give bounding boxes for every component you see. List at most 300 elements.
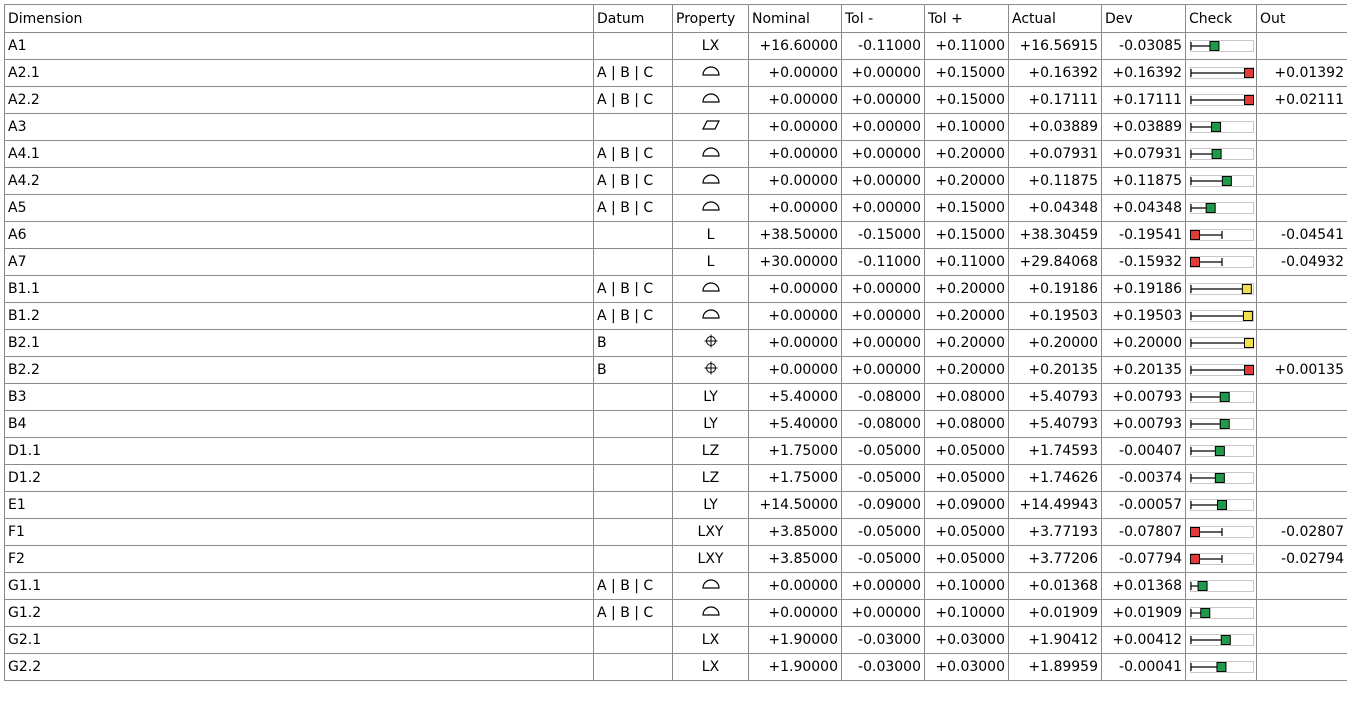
table-row[interactable] xyxy=(5,87,1347,114)
nominal-cell: +0.00000 xyxy=(749,114,842,141)
property-cell: LX xyxy=(673,33,749,60)
out-cell xyxy=(1257,141,1347,168)
nominal-cell: +5.40000 xyxy=(749,411,842,438)
tol-minus-cell: -0.05000 xyxy=(842,465,925,492)
check-cell xyxy=(1186,60,1257,87)
out-cell: -0.02794 xyxy=(1257,546,1347,573)
actual-cell: +14.49943 xyxy=(1009,492,1102,519)
check-gauge xyxy=(1190,552,1254,566)
table-row[interactable] xyxy=(5,330,1347,357)
actual-cell: +1.74626 xyxy=(1009,465,1102,492)
property-cell: LY xyxy=(673,384,749,411)
tol-minus-cell: -0.05000 xyxy=(842,519,925,546)
check-cell xyxy=(1186,249,1257,276)
dev-cell: +0.01368 xyxy=(1102,573,1186,600)
actual-cell: +0.03889 xyxy=(1009,114,1102,141)
profile-of-surface-icon xyxy=(701,92,721,108)
dimension-cell: A2.1 xyxy=(5,60,594,87)
table-row[interactable] xyxy=(5,654,1347,681)
tol-plus-cell: +0.05000 xyxy=(925,438,1009,465)
nominal-cell: +0.00000 xyxy=(749,87,842,114)
tol-minus-cell: -0.03000 xyxy=(842,654,925,681)
gauge-marker xyxy=(1206,204,1215,213)
dimension-cell: F1 xyxy=(5,519,594,546)
tol-plus-cell: +0.15000 xyxy=(925,60,1009,87)
gauge-marker xyxy=(1221,636,1230,645)
table-row[interactable] xyxy=(5,573,1347,600)
check-gauge xyxy=(1190,606,1254,620)
check-gauge xyxy=(1190,525,1254,539)
check-gauge xyxy=(1190,201,1254,215)
out-cell xyxy=(1257,438,1347,465)
dimension-cell: B3 xyxy=(5,384,594,411)
table-row[interactable] xyxy=(5,168,1347,195)
check-gauge xyxy=(1190,282,1254,296)
out-cell xyxy=(1257,627,1347,654)
tol-plus-cell: +0.05000 xyxy=(925,519,1009,546)
property-cell: L xyxy=(673,249,749,276)
nominal-cell: +1.75000 xyxy=(749,438,842,465)
column-header-tol-plus[interactable]: Tol + xyxy=(925,5,1009,33)
check-gauge xyxy=(1190,390,1254,404)
gauge-marker xyxy=(1201,609,1210,618)
tol-minus-cell: +0.00000 xyxy=(842,60,925,87)
profile-of-surface-icon xyxy=(701,65,721,81)
check-cell xyxy=(1186,546,1257,573)
check-gauge xyxy=(1190,363,1254,377)
nominal-cell: +30.00000 xyxy=(749,249,842,276)
tol-plus-cell: +0.20000 xyxy=(925,357,1009,384)
table-row[interactable] xyxy=(5,33,1347,60)
datum-cell xyxy=(594,627,673,654)
actual-cell: +0.11875 xyxy=(1009,168,1102,195)
datum-cell xyxy=(594,114,673,141)
tol-plus-cell: +0.20000 xyxy=(925,330,1009,357)
gauge-marker xyxy=(1215,474,1224,483)
property-cell xyxy=(673,303,749,330)
tol-plus-cell: +0.09000 xyxy=(925,492,1009,519)
property-cell xyxy=(673,276,749,303)
gauge-marker xyxy=(1212,123,1221,132)
out-cell xyxy=(1257,411,1347,438)
nominal-cell: +0.00000 xyxy=(749,195,842,222)
property-cell xyxy=(673,195,749,222)
nominal-cell: +14.50000 xyxy=(749,492,842,519)
dev-cell: +0.20135 xyxy=(1102,357,1186,384)
dev-cell: +0.17111 xyxy=(1102,87,1186,114)
tol-minus-cell: -0.08000 xyxy=(842,384,925,411)
property-cell: LY xyxy=(673,492,749,519)
datum-cell: A | B | C xyxy=(594,60,673,87)
tol-minus-cell: -0.05000 xyxy=(842,546,925,573)
datum-cell xyxy=(594,546,673,573)
column-header-property[interactable]: Property xyxy=(673,5,749,33)
gauge-marker xyxy=(1245,69,1254,78)
datum-cell xyxy=(594,519,673,546)
actual-cell: +0.17111 xyxy=(1009,87,1102,114)
out-cell xyxy=(1257,654,1347,681)
check-gauge xyxy=(1190,120,1254,134)
datum-cell: A | B | C xyxy=(594,87,673,114)
nominal-cell: +38.50000 xyxy=(749,222,842,249)
nominal-cell: +16.60000 xyxy=(749,33,842,60)
nominal-cell: +0.00000 xyxy=(749,600,842,627)
tol-plus-cell: +0.05000 xyxy=(925,465,1009,492)
datum-cell: B xyxy=(594,357,673,384)
nominal-cell: +0.00000 xyxy=(749,276,842,303)
tol-minus-cell: +0.00000 xyxy=(842,87,925,114)
tol-minus-cell: +0.00000 xyxy=(842,330,925,357)
tol-minus-cell: +0.00000 xyxy=(842,114,925,141)
dimension-cell: B1.1 xyxy=(5,276,594,303)
dev-cell: -0.00407 xyxy=(1102,438,1186,465)
nominal-cell: +1.90000 xyxy=(749,654,842,681)
check-cell xyxy=(1186,573,1257,600)
actual-cell: +0.16392 xyxy=(1009,60,1102,87)
dimension-cell: A2.2 xyxy=(5,87,594,114)
tol-minus-cell: -0.11000 xyxy=(842,33,925,60)
table-row[interactable] xyxy=(5,195,1347,222)
flatness-icon xyxy=(701,119,721,135)
table-row[interactable] xyxy=(5,60,1347,87)
tol-plus-cell: +0.11000 xyxy=(925,33,1009,60)
dev-cell: -0.00041 xyxy=(1102,654,1186,681)
gauge-marker xyxy=(1220,420,1229,429)
profile-of-surface-icon xyxy=(701,605,721,621)
actual-cell: +0.07931 xyxy=(1009,141,1102,168)
tol-minus-cell: +0.00000 xyxy=(842,600,925,627)
check-cell xyxy=(1186,519,1257,546)
property-cell xyxy=(673,600,749,627)
nominal-cell: +0.00000 xyxy=(749,357,842,384)
table-row[interactable] xyxy=(5,600,1347,627)
column-header-nominal[interactable]: Nominal xyxy=(749,5,842,33)
column-header-actual[interactable]: Actual xyxy=(1009,5,1102,33)
datum-cell xyxy=(594,465,673,492)
tol-plus-cell: +0.15000 xyxy=(925,222,1009,249)
check-cell xyxy=(1186,465,1257,492)
property-cell xyxy=(673,87,749,114)
gauge-marker xyxy=(1245,366,1254,375)
tol-minus-cell: +0.00000 xyxy=(842,276,925,303)
dimension-cell: A6 xyxy=(5,222,594,249)
actual-cell: +0.01368 xyxy=(1009,573,1102,600)
dimension-cell: D1.1 xyxy=(5,438,594,465)
profile-of-surface-icon xyxy=(701,308,721,324)
check-gauge xyxy=(1190,633,1254,647)
position-icon xyxy=(704,334,718,352)
out-cell: -0.04541 xyxy=(1257,222,1347,249)
check-gauge xyxy=(1190,39,1254,53)
table-row[interactable] xyxy=(5,492,1347,519)
gauge-marker xyxy=(1191,231,1200,240)
table-row[interactable] xyxy=(5,411,1347,438)
gauge-marker xyxy=(1210,42,1219,51)
check-cell xyxy=(1186,33,1257,60)
tol-minus-cell: -0.08000 xyxy=(842,411,925,438)
dimension-cell: B2.2 xyxy=(5,357,594,384)
datum-cell xyxy=(594,249,673,276)
tol-plus-cell: +0.15000 xyxy=(925,195,1009,222)
check-gauge xyxy=(1190,66,1254,80)
out-cell xyxy=(1257,195,1347,222)
tol-plus-cell: +0.03000 xyxy=(925,654,1009,681)
dev-cell: +0.16392 xyxy=(1102,60,1186,87)
dev-cell: +0.07931 xyxy=(1102,141,1186,168)
gauge-marker xyxy=(1212,150,1221,159)
table-row[interactable] xyxy=(5,627,1347,654)
profile-of-surface-icon xyxy=(701,200,721,216)
property-cell: LX xyxy=(673,627,749,654)
table-row[interactable] xyxy=(5,249,1347,276)
actual-cell: +1.74593 xyxy=(1009,438,1102,465)
position-icon xyxy=(704,361,718,379)
actual-cell: +0.19503 xyxy=(1009,303,1102,330)
dimension-cell: A1 xyxy=(5,33,594,60)
check-gauge xyxy=(1190,579,1254,593)
tol-plus-cell: +0.20000 xyxy=(925,168,1009,195)
dev-cell: +0.11875 xyxy=(1102,168,1186,195)
check-cell xyxy=(1186,222,1257,249)
dev-cell: +0.20000 xyxy=(1102,330,1186,357)
dimension-cell: B2.1 xyxy=(5,330,594,357)
nominal-cell: +3.85000 xyxy=(749,546,842,573)
property-cell: LXY xyxy=(673,519,749,546)
datum-cell: A | B | C xyxy=(594,195,673,222)
out-cell xyxy=(1257,465,1347,492)
tol-plus-cell: +0.08000 xyxy=(925,411,1009,438)
datum-cell: A | B | C xyxy=(594,276,673,303)
check-gauge xyxy=(1190,174,1254,188)
dev-cell: -0.03085 xyxy=(1102,33,1186,60)
out-cell xyxy=(1257,384,1347,411)
table-row[interactable] xyxy=(5,519,1347,546)
dev-cell: +0.00793 xyxy=(1102,411,1186,438)
tol-minus-cell: -0.05000 xyxy=(842,438,925,465)
check-gauge xyxy=(1190,93,1254,107)
nominal-cell: +3.85000 xyxy=(749,519,842,546)
gauge-marker xyxy=(1217,663,1226,672)
actual-cell: +0.20000 xyxy=(1009,330,1102,357)
actual-cell: +3.77193 xyxy=(1009,519,1102,546)
dimension-cell: A3 xyxy=(5,114,594,141)
dimension-cell: E1 xyxy=(5,492,594,519)
check-gauge xyxy=(1190,660,1254,674)
check-cell xyxy=(1186,87,1257,114)
gauge-marker xyxy=(1245,96,1254,105)
datum-cell xyxy=(594,222,673,249)
dimension-cell: G1.1 xyxy=(5,573,594,600)
table-row[interactable] xyxy=(5,465,1347,492)
check-cell xyxy=(1186,384,1257,411)
check-gauge xyxy=(1190,417,1254,431)
gauge-marker xyxy=(1215,447,1224,456)
check-cell xyxy=(1186,303,1257,330)
actual-cell: +5.40793 xyxy=(1009,411,1102,438)
out-cell xyxy=(1257,168,1347,195)
tol-minus-cell: +0.00000 xyxy=(842,303,925,330)
check-cell xyxy=(1186,168,1257,195)
datum-cell: B xyxy=(594,330,673,357)
dimension-cell: G1.2 xyxy=(5,600,594,627)
dev-cell: -0.00057 xyxy=(1102,492,1186,519)
tol-plus-cell: +0.20000 xyxy=(925,276,1009,303)
dev-cell: +0.04348 xyxy=(1102,195,1186,222)
datum-cell: A | B | C xyxy=(594,141,673,168)
check-cell xyxy=(1186,330,1257,357)
check-cell xyxy=(1186,600,1257,627)
property-cell: LZ xyxy=(673,465,749,492)
dimension-cell: A5 xyxy=(5,195,594,222)
check-gauge xyxy=(1190,471,1254,485)
check-cell xyxy=(1186,627,1257,654)
out-cell xyxy=(1257,114,1347,141)
tol-plus-cell: +0.11000 xyxy=(925,249,1009,276)
actual-cell: +3.77206 xyxy=(1009,546,1102,573)
table-row[interactable] xyxy=(5,546,1347,573)
datum-cell xyxy=(594,492,673,519)
datum-cell: A | B | C xyxy=(594,303,673,330)
datum-cell: A | B | C xyxy=(594,600,673,627)
check-cell xyxy=(1186,438,1257,465)
profile-of-surface-icon xyxy=(701,173,721,189)
dev-cell: +0.01909 xyxy=(1102,600,1186,627)
property-cell: LY xyxy=(673,411,749,438)
out-cell: +0.00135 xyxy=(1257,357,1347,384)
column-header-datum[interactable]: Datum xyxy=(594,5,673,33)
tol-minus-cell: +0.00000 xyxy=(842,141,925,168)
out-cell: +0.02111 xyxy=(1257,87,1347,114)
dev-cell: +0.03889 xyxy=(1102,114,1186,141)
dev-cell: +0.00793 xyxy=(1102,384,1186,411)
out-cell xyxy=(1257,276,1347,303)
tol-minus-cell: +0.00000 xyxy=(842,573,925,600)
actual-cell: +1.90412 xyxy=(1009,627,1102,654)
dimension-cell: B1.2 xyxy=(5,303,594,330)
table-row[interactable] xyxy=(5,357,1347,384)
nominal-cell: +0.00000 xyxy=(749,573,842,600)
column-header-dev[interactable]: Dev xyxy=(1102,5,1186,33)
dev-cell: -0.00374 xyxy=(1102,465,1186,492)
gauge-marker xyxy=(1198,582,1207,591)
profile-of-surface-icon xyxy=(701,281,721,297)
column-header-out[interactable]: Out xyxy=(1257,5,1347,33)
tol-minus-cell: +0.00000 xyxy=(842,195,925,222)
datum-cell xyxy=(594,654,673,681)
tol-plus-cell: +0.20000 xyxy=(925,141,1009,168)
header-row xyxy=(5,5,1347,33)
table-row[interactable] xyxy=(5,114,1347,141)
out-cell xyxy=(1257,303,1347,330)
gauge-marker xyxy=(1191,555,1200,564)
table-row[interactable] xyxy=(5,141,1347,168)
property-cell: LX xyxy=(673,654,749,681)
nominal-cell: +0.00000 xyxy=(749,303,842,330)
table-row[interactable] xyxy=(5,276,1347,303)
property-cell xyxy=(673,141,749,168)
tol-minus-cell: +0.00000 xyxy=(842,357,925,384)
nominal-cell: +0.00000 xyxy=(749,60,842,87)
gauge-marker xyxy=(1218,501,1227,510)
actual-cell: +0.04348 xyxy=(1009,195,1102,222)
dev-cell: -0.07807 xyxy=(1102,519,1186,546)
check-cell xyxy=(1186,654,1257,681)
column-header-dimension[interactable]: Dimension xyxy=(5,5,594,33)
out-cell: +0.01392 xyxy=(1257,60,1347,87)
check-gauge xyxy=(1190,309,1254,323)
table-row[interactable] xyxy=(5,222,1347,249)
gauge-marker xyxy=(1191,528,1200,537)
check-gauge xyxy=(1190,444,1254,458)
out-cell xyxy=(1257,492,1347,519)
property-cell xyxy=(673,573,749,600)
table-row[interactable] xyxy=(5,438,1347,465)
column-header-tol-minus[interactable]: Tol - xyxy=(842,5,925,33)
check-cell xyxy=(1186,492,1257,519)
dev-cell: -0.19541 xyxy=(1102,222,1186,249)
dimension-cell: G2.2 xyxy=(5,654,594,681)
column-header-check[interactable]: Check xyxy=(1186,5,1257,33)
property-cell xyxy=(673,60,749,87)
gauge-marker xyxy=(1222,177,1231,186)
table-row[interactable] xyxy=(5,303,1347,330)
property-cell xyxy=(673,168,749,195)
out-cell xyxy=(1257,33,1347,60)
check-cell xyxy=(1186,357,1257,384)
check-gauge xyxy=(1190,336,1254,350)
tol-plus-cell: +0.05000 xyxy=(925,546,1009,573)
nominal-cell: +0.00000 xyxy=(749,168,842,195)
out-cell: -0.02807 xyxy=(1257,519,1347,546)
datum-cell: A | B | C xyxy=(594,573,673,600)
tol-plus-cell: +0.15000 xyxy=(925,87,1009,114)
dimension-cell: A7 xyxy=(5,249,594,276)
actual-cell: +0.01909 xyxy=(1009,600,1102,627)
property-cell xyxy=(673,330,749,357)
actual-cell: +29.84068 xyxy=(1009,249,1102,276)
datum-cell xyxy=(594,411,673,438)
nominal-cell: +5.40000 xyxy=(749,384,842,411)
nominal-cell: +1.75000 xyxy=(749,465,842,492)
property-cell: LZ xyxy=(673,438,749,465)
dev-cell: +0.19503 xyxy=(1102,303,1186,330)
tol-minus-cell: -0.15000 xyxy=(842,222,925,249)
dev-cell: -0.07794 xyxy=(1102,546,1186,573)
tol-plus-cell: +0.03000 xyxy=(925,627,1009,654)
table-row[interactable] xyxy=(5,384,1347,411)
dimension-cell: A4.1 xyxy=(5,141,594,168)
property-cell xyxy=(673,114,749,141)
actual-cell: +0.20135 xyxy=(1009,357,1102,384)
check-cell xyxy=(1186,141,1257,168)
dimension-cell: A4.2 xyxy=(5,168,594,195)
profile-of-surface-icon xyxy=(701,578,721,594)
out-cell xyxy=(1257,573,1347,600)
actual-cell: +38.30459 xyxy=(1009,222,1102,249)
gauge-marker xyxy=(1220,393,1229,402)
tol-minus-cell: -0.11000 xyxy=(842,249,925,276)
actual-cell: +0.19186 xyxy=(1009,276,1102,303)
dev-cell: +0.19186 xyxy=(1102,276,1186,303)
tol-plus-cell: +0.10000 xyxy=(925,573,1009,600)
inspection-report-table xyxy=(4,4,1347,681)
check-cell xyxy=(1186,195,1257,222)
datum-cell: A | B | C xyxy=(594,168,673,195)
dev-cell: +0.00412 xyxy=(1102,627,1186,654)
property-cell xyxy=(673,357,749,384)
gauge-marker xyxy=(1191,258,1200,267)
check-gauge xyxy=(1190,147,1254,161)
